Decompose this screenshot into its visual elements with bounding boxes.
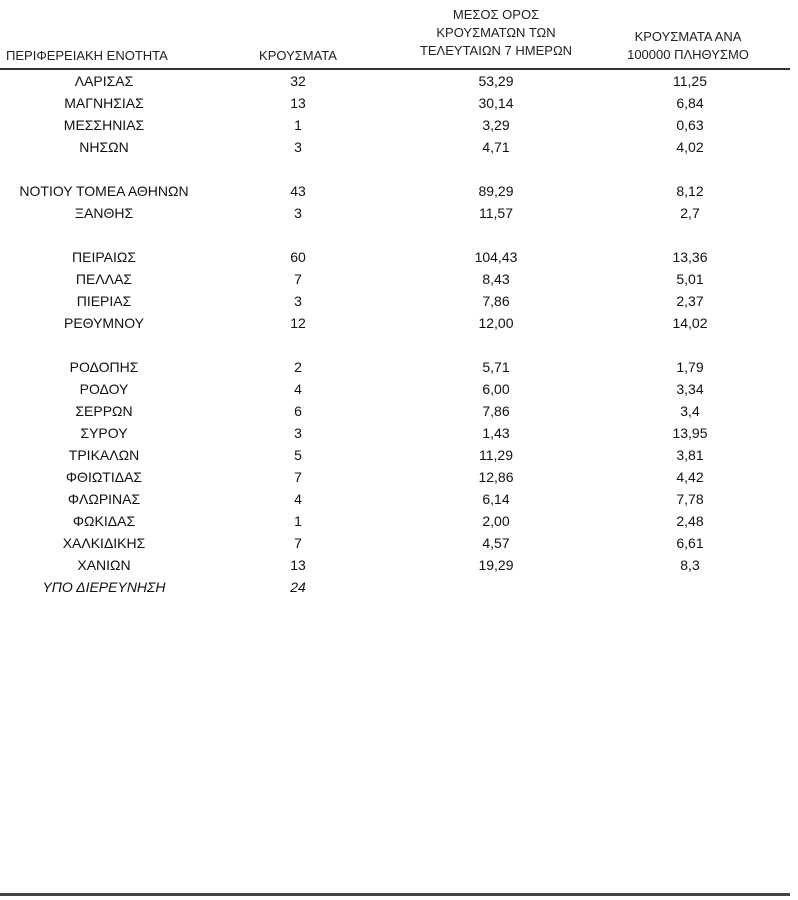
cell-7day-average: 4,71 bbox=[482, 139, 510, 155]
cell-7day-average: 7,86 bbox=[482, 293, 510, 309]
cell-region: ΡΕΘΥΜΝΟΥ bbox=[63, 315, 144, 331]
cell-cases: 32 bbox=[290, 73, 306, 89]
cell-region: ΛΑΡΙΣΑΣ bbox=[74, 73, 134, 89]
cell-7day-average: 104,43 bbox=[474, 249, 518, 265]
table-row bbox=[0, 422, 790, 444]
cell-region: ΧΑΝΙΩΝ bbox=[77, 557, 131, 573]
cell-7day-average: 89,29 bbox=[478, 183, 514, 199]
header-7day-average-line: ΤΕΛΕΥΤΑΙΩΝ 7 ΗΜΕΡΩΝ bbox=[419, 43, 573, 58]
header-cases-per-100k-line: ΚΡΟΥΣΜΑΤΑ ΑΝΑ bbox=[634, 29, 742, 44]
cell-cases-per-100k: 6,61 bbox=[676, 535, 704, 551]
cell-cases: 7 bbox=[294, 535, 302, 551]
cell-7day-average: 1,43 bbox=[482, 425, 510, 441]
table-row bbox=[0, 378, 790, 400]
table-row bbox=[0, 400, 790, 422]
cell-cases: 4 bbox=[294, 381, 302, 397]
cell-cases-per-100k: 8,3 bbox=[680, 557, 700, 573]
cell-cases: 13 bbox=[290, 95, 306, 111]
cell-cases: 7 bbox=[294, 469, 302, 485]
cell-region: ΝΗΣΩΝ bbox=[79, 139, 129, 155]
table-row bbox=[0, 444, 790, 466]
cell-cases-per-100k: 3,4 bbox=[680, 403, 700, 419]
table-row bbox=[0, 510, 790, 532]
cell-region: ΞΑΝΘΗΣ bbox=[74, 205, 134, 221]
cell-7day-average: 19,29 bbox=[478, 557, 514, 573]
cell-cases-per-100k: 0,63 bbox=[676, 117, 704, 133]
header-cases-per-100k-line: 100000 ΠΛΗΘΥΣΜΟ bbox=[627, 47, 749, 62]
table-row bbox=[0, 356, 790, 378]
cell-7day-average: 5,71 bbox=[482, 359, 510, 375]
cell-cases: 3 bbox=[294, 425, 302, 441]
cell-cases-per-100k: 11,25 bbox=[673, 73, 707, 89]
cell-cases: 43 bbox=[290, 183, 306, 199]
table-row bbox=[0, 136, 790, 158]
cell-region: ΣΥΡΟΥ bbox=[80, 425, 128, 441]
table-row bbox=[0, 488, 790, 510]
cell-cases: 3 bbox=[294, 139, 302, 155]
cell-7day-average: 3,29 bbox=[482, 117, 510, 133]
cell-region: ΡΟΔΟΥ bbox=[79, 381, 129, 397]
cell-cases-per-100k: 13,95 bbox=[672, 425, 708, 441]
cell-7day-average: 6,00 bbox=[482, 381, 510, 397]
cell-cases: 3 bbox=[294, 293, 302, 309]
cell-cases-per-100k: 1,79 bbox=[676, 359, 704, 375]
cell-region: ΠΕΛΛΑΣ bbox=[75, 271, 133, 287]
cell-region: ΝΟΤΙΟΥ ΤΟΜΕΑ ΑΘΗΝΩΝ bbox=[19, 183, 189, 199]
cell-cases-per-100k: 6,84 bbox=[676, 95, 704, 111]
cell-7day-average: 8,43 bbox=[482, 271, 510, 287]
cell-region: ΠΙΕΡΙΑΣ bbox=[76, 293, 132, 309]
cell-cases: 13 bbox=[290, 557, 306, 573]
cell-7day-average: 11,29 bbox=[479, 447, 513, 463]
cell-cases: 1 bbox=[294, 513, 302, 529]
cell-cases-per-100k: 14,02 bbox=[672, 315, 708, 331]
cell-cases: 3 bbox=[294, 205, 302, 221]
table-row bbox=[0, 70, 790, 92]
cell-7day-average: 30,14 bbox=[478, 95, 514, 111]
cell-cases-per-100k: 2,37 bbox=[676, 293, 704, 309]
header-region: ΠΕΡΙΦΕΡΕΙΑΚΗ ΕΝΟΤΗΤΑ bbox=[6, 48, 168, 63]
cell-cases-per-100k: 2,7 bbox=[680, 205, 700, 221]
cell-7day-average: 6,14 bbox=[482, 491, 510, 507]
cell-region: ΜΕΣΣΗΝΙΑΣ bbox=[63, 117, 145, 133]
table-row bbox=[0, 312, 790, 334]
cell-region: ΣΕΡΡΩΝ bbox=[75, 403, 133, 419]
header-7day-average-line: ΜΕΣΟΣ ΟΡΟΣ bbox=[452, 7, 540, 22]
cell-cases-per-100k: 3,34 bbox=[676, 381, 704, 397]
cell-cases-per-100k: 7,78 bbox=[676, 491, 704, 507]
cell-cases: 2 bbox=[294, 359, 302, 375]
table-row bbox=[0, 576, 790, 598]
header-7day-average-line: ΚΡΟΥΣΜΑΤΩΝ ΤΩΝ bbox=[436, 25, 556, 40]
cell-cases-per-100k: 5,01 bbox=[676, 271, 704, 287]
cell-cases: 5 bbox=[294, 447, 302, 463]
cell-region: ΥΠΟ ΔΙΕΡΕΥΝΗΣΗ bbox=[42, 579, 166, 595]
table-row bbox=[0, 246, 790, 268]
cell-region: ΦΩΚΙΔΑΣ bbox=[72, 513, 136, 529]
table-row bbox=[0, 532, 790, 554]
cell-cases: 6 bbox=[294, 403, 302, 419]
table-row bbox=[0, 202, 790, 224]
cell-7day-average: 2,00 bbox=[482, 513, 510, 529]
cell-cases-per-100k: 4,02 bbox=[676, 139, 704, 155]
table-row bbox=[0, 290, 790, 312]
cell-region: ΦΛΩΡΙΝΑΣ bbox=[67, 491, 141, 507]
table-row bbox=[0, 114, 790, 136]
table-row bbox=[0, 268, 790, 290]
cell-cases-per-100k: 4,42 bbox=[676, 469, 704, 485]
cell-cases: 24 bbox=[290, 579, 306, 595]
cell-cases: 1 bbox=[294, 117, 302, 133]
cell-7day-average: 11,57 bbox=[479, 205, 513, 221]
cell-region: ΤΡΙΚΑΛΩΝ bbox=[68, 447, 140, 463]
cell-cases-per-100k: 8,12 bbox=[676, 183, 704, 199]
cell-cases: 4 bbox=[294, 491, 302, 507]
header-cases: ΚΡΟΥΣΜΑΤΑ bbox=[259, 48, 337, 63]
table-row bbox=[0, 92, 790, 114]
cell-7day-average: 53,29 bbox=[478, 73, 514, 89]
cell-region: ΧΑΛΚΙΔΙΚΗΣ bbox=[62, 535, 146, 551]
cell-cases-per-100k: 13,36 bbox=[672, 249, 708, 265]
cell-7day-average: 4,57 bbox=[482, 535, 510, 551]
cell-cases: 12 bbox=[290, 315, 306, 331]
cell-7day-average: 7,86 bbox=[482, 403, 510, 419]
cell-region: ΜΑΓΝΗΣΙΑΣ bbox=[64, 95, 144, 111]
cell-region: ΠΕΙΡΑΙΩΣ bbox=[72, 249, 136, 265]
table-row bbox=[0, 466, 790, 488]
bottom-divider bbox=[0, 893, 790, 896]
cell-cases: 7 bbox=[294, 271, 302, 287]
table-row bbox=[0, 180, 790, 202]
cell-cases-per-100k: 2,48 bbox=[676, 513, 704, 529]
table-row bbox=[0, 554, 790, 576]
cell-cases: 60 bbox=[290, 249, 306, 265]
cell-region: ΦΘΙΩΤΙΔΑΣ bbox=[65, 469, 143, 485]
header-7day-average bbox=[396, 6, 596, 60]
cell-cases-per-100k: 3,81 bbox=[676, 447, 704, 463]
cell-7day-average: 12,86 bbox=[478, 469, 514, 485]
cell-7day-average: 12,00 bbox=[478, 315, 514, 331]
cell-region: ΡΟΔΟΠΗΣ bbox=[69, 359, 139, 375]
header-cases-per-100k bbox=[598, 28, 778, 64]
